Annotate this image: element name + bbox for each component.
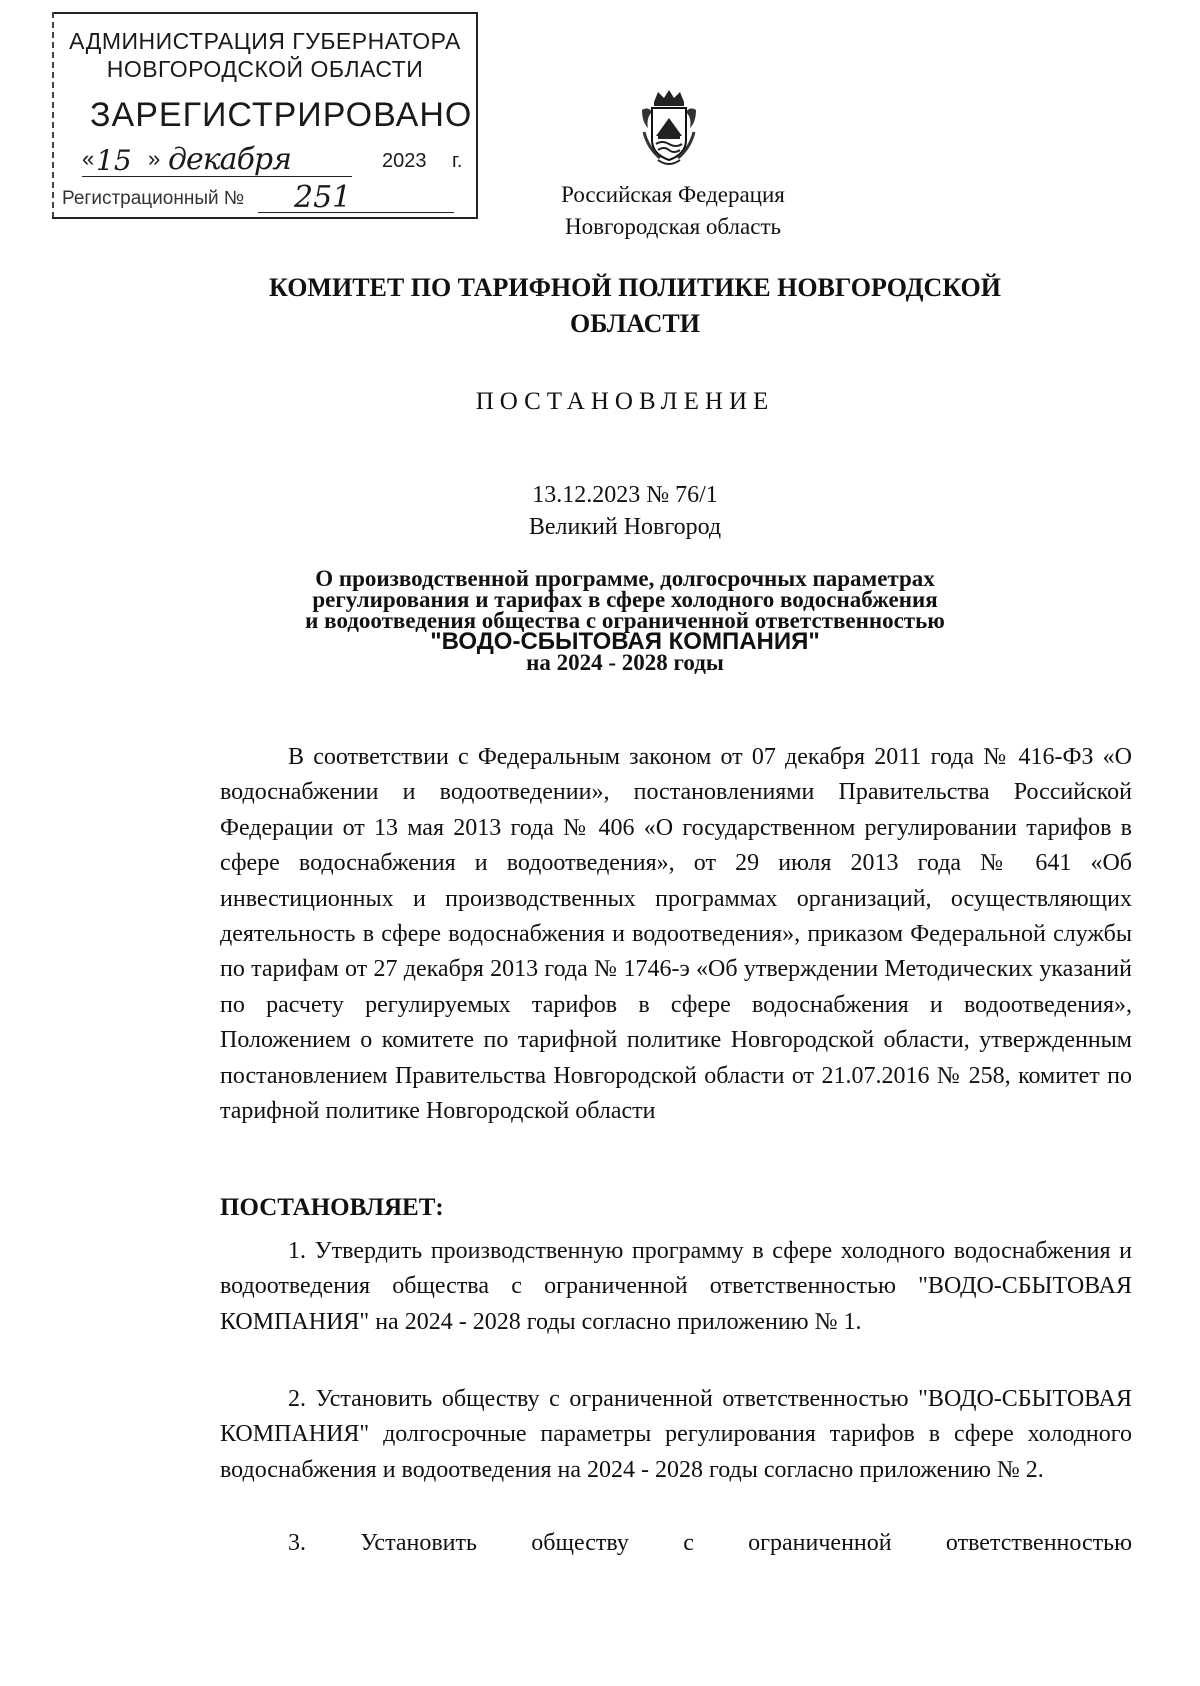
stamp-status: ЗАРЕГИСТРИРОВАНО (90, 96, 473, 134)
decree-item-1: 1. Утвердить производственную программу в сфере холодного водоснабжения и водоотведения общества с ограниченной ответственностью "ВОДО-СБЫТОВАЯ КОМПАНИЯ" на 2024 - 2028 годы согласно приложению № 1. (220, 1238, 1132, 1335)
decree-word: ПОСТАНОВЛЯЕТ: (220, 1194, 444, 1221)
preamble-paragraph: В соответствии с Федеральным законом от 07 декабря 2011 года № 416-ФЗ «О водоснабжении и водоотведении», постановлениями Правительства Российской Федерации от 13 мая 2013 года № 406 «О государственном регулировании тарифов в сфере водоснабжения и водоотведения», от 29 июля 2013 года № 641 «Об инвестиционных и производственных программах организаций, осуществляющих деятельность в сфере водоснабжения и водоотведения», приказом Федеральной службы по тарифам от 27 декабря 2013 года № 1746-э «Об утверждении Методических указаний по расчету регулируемых тарифов в сфере водоснабжения и водоотведения», Положением о комитете по тарифной политике Новгородской области, утвержденным постановлением Правительства Новгородской области от 21.07.2016 № 258, комитет по тарифной политике Новгородской области (220, 744, 1132, 1125)
stamp-registration-row (62, 180, 472, 218)
coat-of-arms-icon (638, 88, 700, 170)
stamp-reg-label: Регистрационный № (62, 188, 245, 209)
stamp-border-top (52, 12, 476, 14)
stamp-year: 2023 (382, 150, 427, 172)
stamp-day: 15 (96, 144, 132, 177)
decree-item-2: 2. Установить обществу с ограниченной ответственностью "ВОДО-СБЫТОВАЯ КОМПАНИЯ" долгосрочные параметры регулирования тарифов в сфере холодного водоснабжения и водоотведения на 2024 - 2028 годы согласно приложению № 2. (220, 1386, 1132, 1483)
document-type: ПОСТАНОВЛЕНИЕ (475, 388, 775, 415)
document-date-number: 13.12.2023 № 76/1 (532, 482, 718, 508)
country-name: Российская Федерация (561, 182, 785, 207)
stamp-month: декабря (168, 142, 291, 177)
title-line: регулирования и тарифах в сфере холодного водоснабжения (312, 587, 938, 612)
title-line: и водоотведения общества с ограниченной ответственностью (305, 608, 945, 633)
region-name: Новгородская область (564, 214, 781, 239)
stamp-reg-underline (258, 212, 454, 213)
title-period: на 2024 - 2028 годы (526, 650, 724, 675)
title-line: О производственной программе, долгосрочных параметрах (315, 566, 935, 591)
stamp-date-underline (82, 176, 352, 177)
decree-item-3: 3. Установить обществу с ограниченной ответственностью (288, 1530, 1132, 1556)
document-place: Великий Новгород (528, 514, 722, 540)
stamp-reg-number: 251 (294, 180, 352, 215)
stamp-authority-line1: АДМИНИСТРАЦИЯ ГУБЕРНАТОРА (69, 28, 461, 54)
stamp-year-suffix: г. (452, 150, 463, 172)
stamp-date-row: « 15 » декабря 2023 г. (82, 142, 463, 177)
title-company-name: "ВОДО-СБЫТОВАЯ КОМПАНИЯ" (430, 628, 820, 655)
document-title (200, 568, 1050, 673)
committee-name: КОМИТЕТ ПО ТАРИФНОЙ ПОЛИТИКЕ НОВГОРОДСКОЙ ОБЛАСТИ (269, 273, 1001, 338)
registration-stamp (52, 12, 478, 222)
stamp-authority-line2: НОВГОРОДСКОЙ ОБЛАСТИ (106, 56, 424, 82)
